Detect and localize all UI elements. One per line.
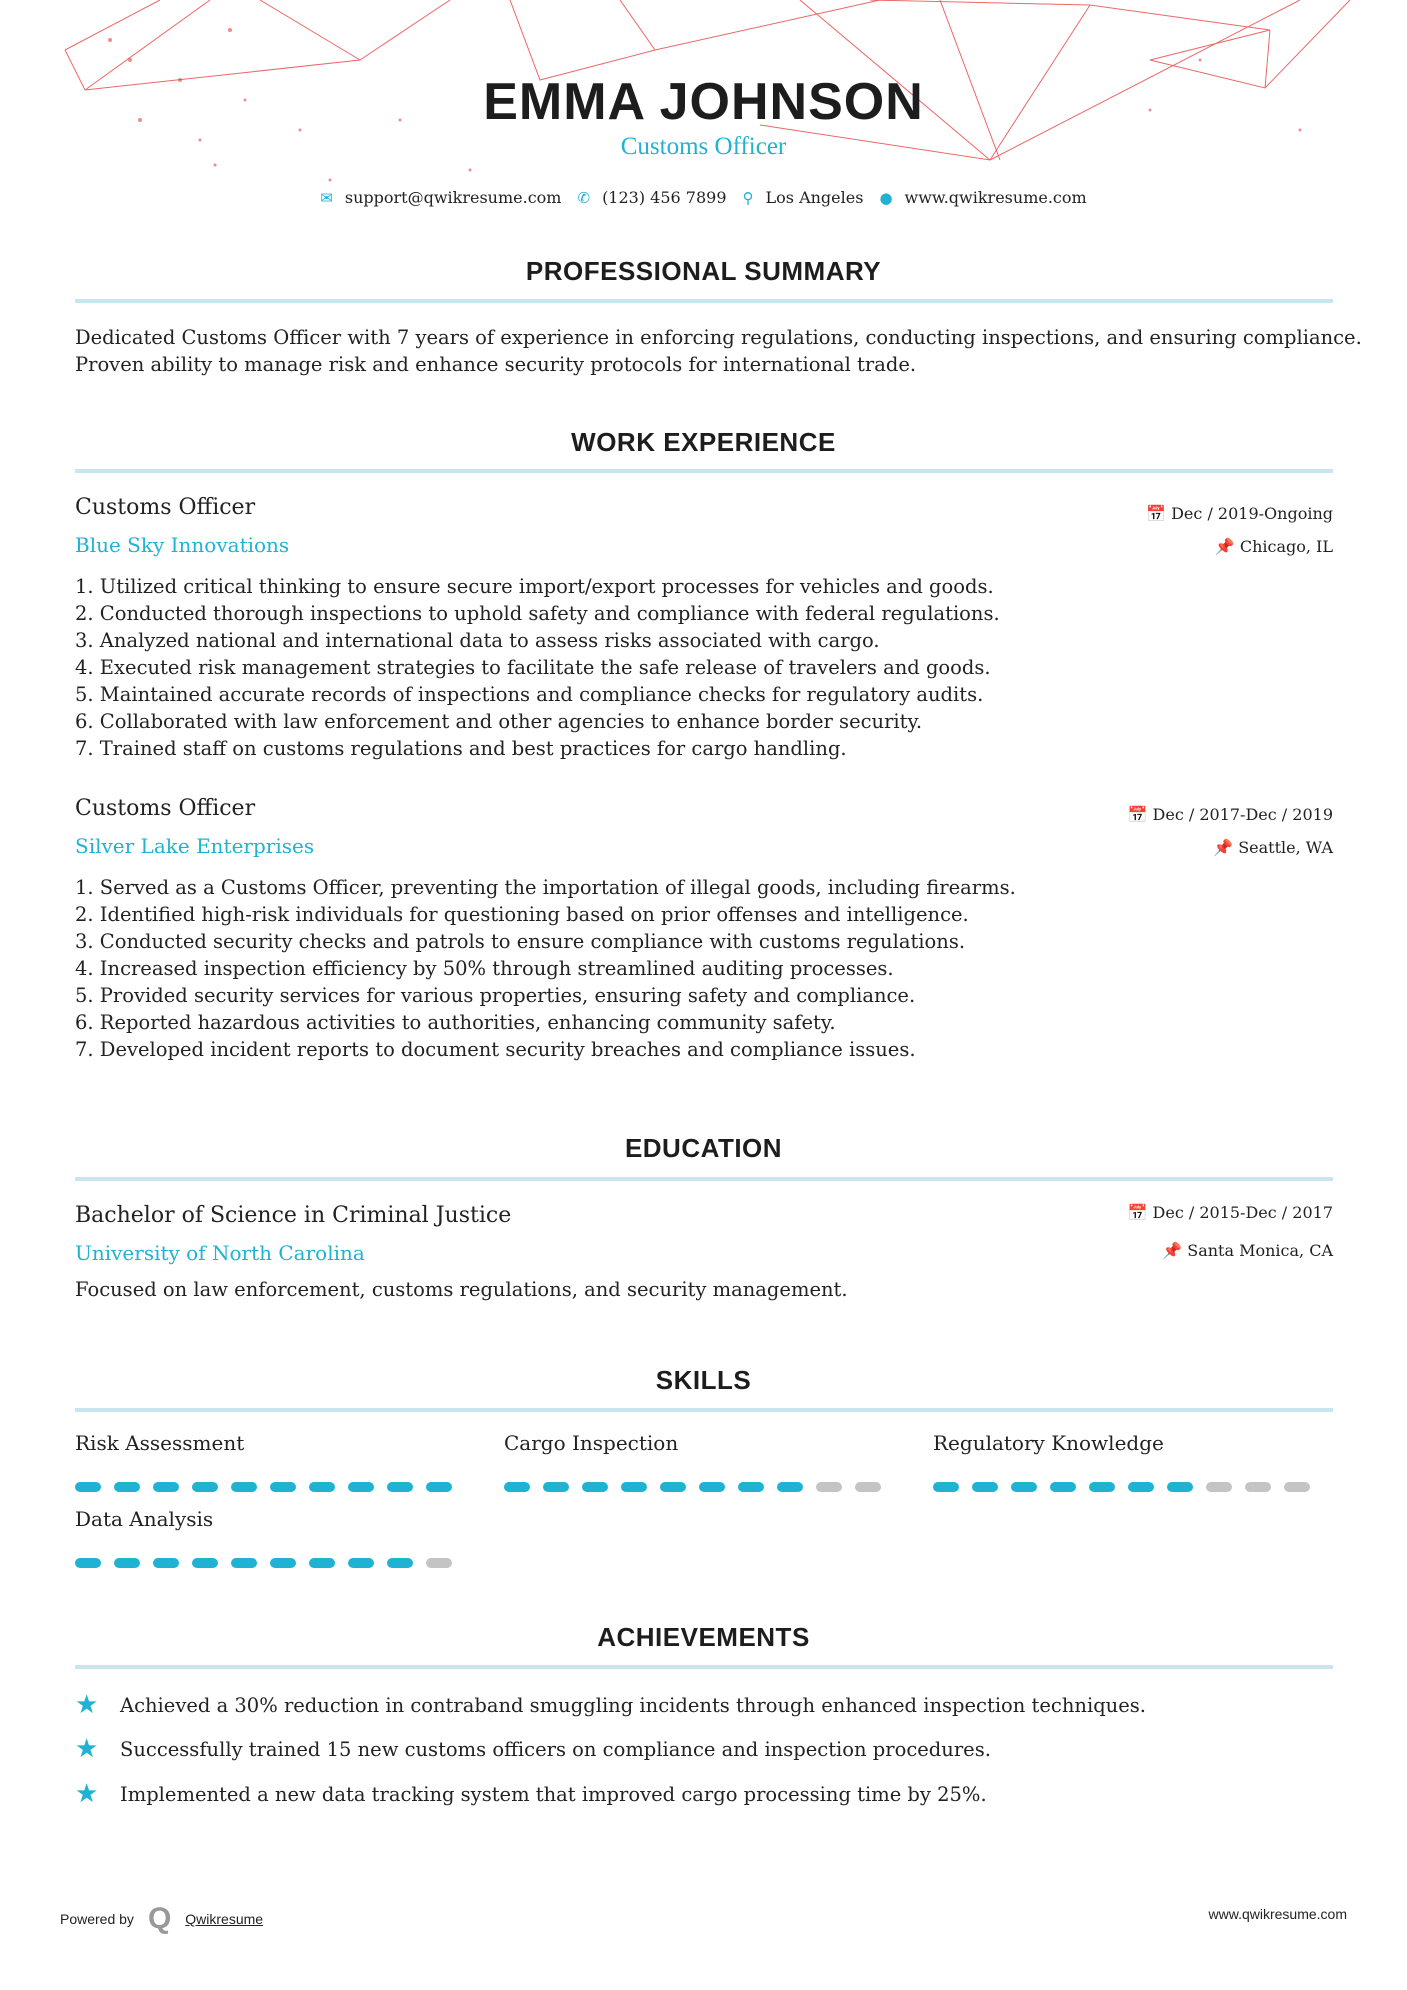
school: University of North Carolina <box>75 1241 365 1265</box>
job-title: Customs Officer <box>75 796 256 821</box>
rating-dot <box>855 1482 881 1492</box>
degree: Bachelor of Science in Criminal Justice <box>75 1203 512 1228</box>
skill-name: Risk Assessment <box>75 1431 245 1455</box>
footer-website[interactable]: www.qwikresume.com <box>1208 1906 1347 1922</box>
job-company: Blue Sky Innovations <box>75 533 290 557</box>
pin-icon: 📌 <box>1213 838 1239 857</box>
rating-dot <box>1206 1482 1232 1492</box>
job-location: 📌 Seattle, WA <box>1213 838 1333 857</box>
summary-text: Dedicated Customs Officer with 7 years of experience in enforcing regulations, conducting inspections, and ensuring compliance. Proven ability to manage risk and enhance security protocols for international trade. <box>75 326 1362 376</box>
candidate-name: EMMA JOHNSON <box>483 73 924 131</box>
rating-dot <box>153 1558 179 1568</box>
rating-dot <box>1050 1482 1076 1492</box>
list-item: 7. Trained staff on customs regulations and best practices for cargo handling. <box>75 737 847 760</box>
rating-dot <box>426 1482 452 1492</box>
education-date: 📅 Dec / 2015-Dec / 2017 <box>1127 1203 1333 1222</box>
pin-icon: 📌 <box>1214 537 1240 556</box>
contact-bar <box>0 188 1407 207</box>
divider <box>75 1408 1333 1412</box>
skill-name: Cargo Inspection <box>504 1431 679 1455</box>
experience-heading: WORK EXPERIENCE <box>571 427 836 457</box>
rating-dot <box>387 1558 413 1568</box>
rating-dot <box>1128 1482 1154 1492</box>
rating-dot <box>348 1558 374 1568</box>
contact-website[interactable]: ● www.qwikresume.com <box>879 188 1087 207</box>
rating-dot <box>309 1558 335 1568</box>
rating-dot <box>1089 1482 1115 1492</box>
rating-dot <box>75 1482 101 1492</box>
rating-dot <box>426 1558 452 1568</box>
divider <box>75 299 1333 303</box>
phone-icon: ✆ <box>577 189 591 207</box>
rating-dot <box>348 1482 374 1492</box>
rating-dot <box>504 1482 530 1492</box>
job-bullets <box>75 874 1016 1063</box>
achievement-item: ★ Implemented a new data tracking system that improved cargo processing time by 25%. <box>75 1779 987 1809</box>
rating-dot <box>699 1482 725 1492</box>
rating-dot <box>1284 1482 1310 1492</box>
rating-dot <box>660 1482 686 1492</box>
achievement-item: ★ Successfully trained 15 new customs officers on compliance and inspection procedures. <box>75 1734 991 1764</box>
rating-dot <box>231 1558 257 1568</box>
rating-dot <box>1011 1482 1037 1492</box>
summary-heading: PROFESSIONAL SUMMARY <box>525 256 882 286</box>
list-item: 1. Utilized critical thinking to ensure secure import/export processes for vehicles and goods. <box>75 575 994 598</box>
skill-rating <box>933 1482 1310 1492</box>
divider <box>75 469 1333 473</box>
rating-dot <box>192 1482 218 1492</box>
list-item: 4. Increased inspection efficiency by 50% through streamlined auditing processes. <box>75 957 894 980</box>
list-item: 2. Conducted thorough inspections to uphold safety and compliance with federal regulations. <box>75 602 1000 625</box>
job-location: 📌 Chicago, IL <box>1214 537 1333 556</box>
list-item: 6. Reported hazardous activities to authorities, enhancing community safety. <box>75 1011 836 1034</box>
rating-dot <box>114 1482 140 1492</box>
skill-rating <box>75 1558 452 1568</box>
pin-icon: 📌 <box>1162 1241 1188 1260</box>
rating-dot <box>270 1558 296 1568</box>
globe-icon: ● <box>879 189 893 207</box>
contact-phone: ✆ (123) 456 7899 <box>577 188 727 207</box>
rating-dot <box>75 1558 101 1568</box>
rating-dot <box>192 1558 218 1568</box>
list-item: 4. Executed risk management strategies to facilitate the safe release of travelers and goods. <box>75 656 991 679</box>
skill-name: Regulatory Knowledge <box>933 1431 1164 1455</box>
star-icon: ★ <box>75 1690 99 1720</box>
rating-dot <box>582 1482 608 1492</box>
calendar-icon: 📅 <box>1127 1203 1153 1222</box>
list-item: 2. Identified high-risk individuals for questioning based on prior offenses and intelligence. <box>75 903 969 926</box>
education-description: Focused on law enforcement, customs regulations, and security management. <box>75 1278 848 1301</box>
contact-email[interactable]: ✉ support@qwikresume.com <box>320 188 562 207</box>
divider <box>75 1665 1333 1669</box>
skill-name: Data Analysis <box>75 1507 214 1531</box>
job-bullets <box>75 573 1000 762</box>
achievement-item: ★ Achieved a 30% reduction in contraband smuggling incidents through enhanced inspection techniques. <box>75 1690 1146 1720</box>
qwikresume-logo-icon: Q <box>147 1902 172 1935</box>
rating-dot <box>153 1482 179 1492</box>
list-item: 3. Analyzed national and international data to assess risks associated with cargo. <box>75 629 880 652</box>
rating-dot <box>816 1482 842 1492</box>
rating-dot <box>543 1482 569 1492</box>
skill-rating <box>75 1482 452 1492</box>
list-item: 3. Conducted security checks and patrols to ensure compliance with customs regulations. <box>75 930 966 953</box>
job-date: 📅 Dec / 2019-Ongoing <box>1146 504 1333 523</box>
star-icon: ★ <box>75 1779 99 1809</box>
rating-dot <box>387 1482 413 1492</box>
rating-dot <box>738 1482 764 1492</box>
rating-dot <box>933 1482 959 1492</box>
list-item: 7. Developed incident reports to document security breaches and compliance issues. <box>75 1038 916 1061</box>
envelope-icon: ✉ <box>320 189 333 207</box>
candidate-title: Customs Officer <box>620 133 787 160</box>
list-item: 6. Collaborated with law enforcement and other agencies to enhance border security. <box>75 710 923 733</box>
list-item: 1. Served as a Customs Officer, preventing the importation of illegal goods, including firearms. <box>75 876 1016 899</box>
list-item: 5. Provided security services for various properties, ensuring safety and compliance. <box>75 984 916 1007</box>
brand-link[interactable]: Qwikresume <box>185 1911 264 1927</box>
rating-dot <box>1245 1482 1271 1492</box>
star-icon: ★ <box>75 1734 99 1764</box>
list-item: 5. Maintained accurate records of inspections and compliance checks for regulatory audits. <box>75 683 984 706</box>
job-title: Customs Officer <box>75 495 256 520</box>
achievements-heading: ACHIEVEMENTS <box>597 1622 810 1652</box>
rating-dot <box>114 1558 140 1568</box>
rating-dot <box>1167 1482 1193 1492</box>
rating-dot <box>777 1482 803 1492</box>
skill-rating <box>504 1482 881 1492</box>
footer-powered: Powered by Q Qwikresume <box>60 1902 264 1935</box>
rating-dot <box>309 1482 335 1492</box>
divider <box>75 1177 1333 1181</box>
skills-heading: SKILLS <box>655 1365 752 1395</box>
rating-dot <box>621 1482 647 1492</box>
job-date: 📅 Dec / 2017-Dec / 2019 <box>1127 805 1333 824</box>
rating-dot <box>972 1482 998 1492</box>
education-heading: EDUCATION <box>624 1133 783 1163</box>
rating-dot <box>270 1482 296 1492</box>
job-company: Silver Lake Enterprises <box>75 834 315 858</box>
calendar-icon: 📅 <box>1146 504 1172 523</box>
contact-location: ⚲ Los Angeles <box>742 188 864 207</box>
calendar-icon: 📅 <box>1127 805 1153 824</box>
rating-dot <box>231 1482 257 1492</box>
education-location: 📌 Santa Monica, CA <box>1162 1241 1333 1260</box>
map-pin-icon: ⚲ <box>742 189 754 207</box>
